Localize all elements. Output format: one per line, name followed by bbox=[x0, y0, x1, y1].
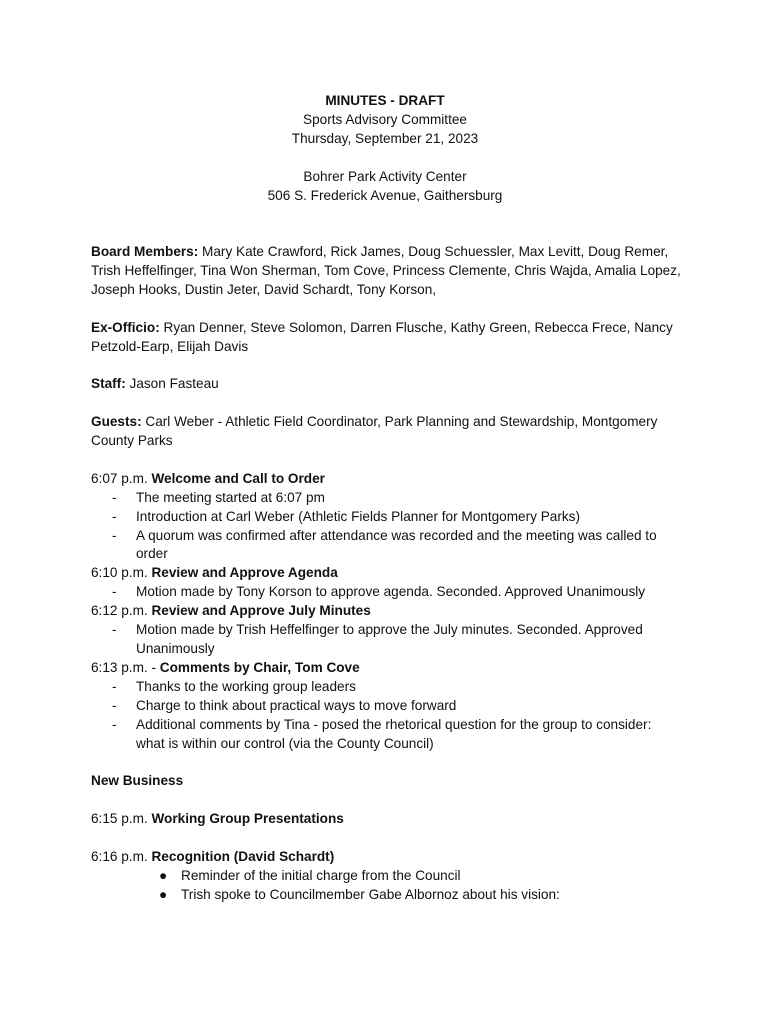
agenda-item-chair-comments bbox=[91, 659, 681, 754]
ex-officio-label: Ex-Officio: bbox=[91, 319, 160, 335]
section-heading-new-business: New Business bbox=[91, 773, 184, 789]
list-item: - Introduction at Carl Weber (Athletic Fields Planner for Montgomery Parks) bbox=[112, 508, 580, 524]
staff-list: Jason Fasteau bbox=[125, 376, 219, 392]
guests-list: Carl Weber - Athletic Field Coordinator, Park Planning and Stewardship, Montgomery County Parks bbox=[91, 414, 658, 449]
agenda-item-welcome bbox=[91, 470, 681, 565]
bullet-list bbox=[91, 583, 681, 602]
agenda-item-heading: 6:10 p.m. Review and Approve Agenda bbox=[91, 565, 338, 581]
list-item: ● Reminder of the initial charge from the Council bbox=[159, 867, 461, 883]
bullet-list bbox=[91, 621, 681, 659]
guests bbox=[91, 413, 681, 451]
meeting-venue: Bohrer Park Activity Center bbox=[303, 168, 467, 184]
document-title: MINUTES - DRAFT bbox=[325, 93, 445, 108]
board-members bbox=[91, 243, 681, 300]
guests-label: Guests: bbox=[91, 414, 142, 430]
agenda-item-heading: 6:13 p.m. - Comments by Chair, Tom Cove bbox=[91, 659, 360, 675]
document-header bbox=[0, 92, 770, 205]
agenda-item-approve-agenda bbox=[91, 564, 681, 602]
board-members-list: Mary Kate Crawford, Rick James, Doug Schuessler, Max Levitt, Doug Remer, Trish Heffelfinger, Tina Won Sherman, Tom Cove, Princess Clemente, Chris Wajda, Amalia Lopez, Joseph Hooks, Dustin Jeter, David Schardt, Tony Korson, bbox=[91, 244, 681, 297]
list-item: - A quorum was confirmed after attendance was recorded and the meeting was called to order bbox=[112, 527, 657, 562]
list-item: ● Trish spoke to Councilmember Gabe Albornoz about his vision: bbox=[159, 886, 560, 902]
agenda-item-heading: 6:12 p.m. Review and Approve July Minutes bbox=[91, 603, 371, 619]
agenda-item-heading: 6:07 p.m. Welcome and Call to Order bbox=[91, 470, 325, 486]
list-item: - Motion made by Trish Heffelfinger to approve the July minutes. Seconded. Approved Unanimously bbox=[112, 622, 643, 656]
agenda-item-approve-minutes bbox=[91, 602, 681, 659]
staff-label: Staff: bbox=[91, 376, 126, 392]
list-item: - Motion made by Tony Korson to approve agenda. Seconded. Approved Unanimously bbox=[112, 584, 646, 600]
list-item: - Charge to think about practical ways to move forward bbox=[112, 697, 457, 713]
bullet-list bbox=[91, 489, 681, 565]
agenda-item-heading: 6:16 p.m. Recognition (David Schardt) bbox=[91, 848, 335, 864]
list-item: - The meeting started at 6:07 pm bbox=[112, 489, 325, 505]
bullet-list bbox=[91, 678, 681, 754]
ex-officio-list: Ryan Denner, Steve Solomon, Darren Flusche, Kathy Green, Rebecca Frece, Nancy Petzold-Earp, Elijah Davis bbox=[91, 319, 673, 354]
board-members-label: Board Members: bbox=[91, 244, 199, 259]
staff bbox=[91, 375, 681, 394]
ex-officio bbox=[91, 319, 681, 357]
meeting-address: 506 S. Frederick Avenue, Gaithersburg bbox=[267, 187, 503, 203]
list-item: - Additional comments by Tina - posed the rhetorical question for the group to consider: what is within our control (via the County Council) bbox=[112, 716, 652, 751]
agenda-item-working-groups: 6:15 p.m. Working Group Presentations bbox=[91, 811, 344, 827]
agenda-item-recognition bbox=[91, 848, 681, 905]
meeting-date: Thursday, September 21, 2023 bbox=[291, 130, 479, 146]
minutes-body bbox=[91, 243, 681, 905]
committee-name: Sports Advisory Committee bbox=[303, 111, 467, 127]
list-item: - Thanks to the working group leaders bbox=[112, 678, 356, 694]
bullet-list bbox=[91, 867, 681, 905]
